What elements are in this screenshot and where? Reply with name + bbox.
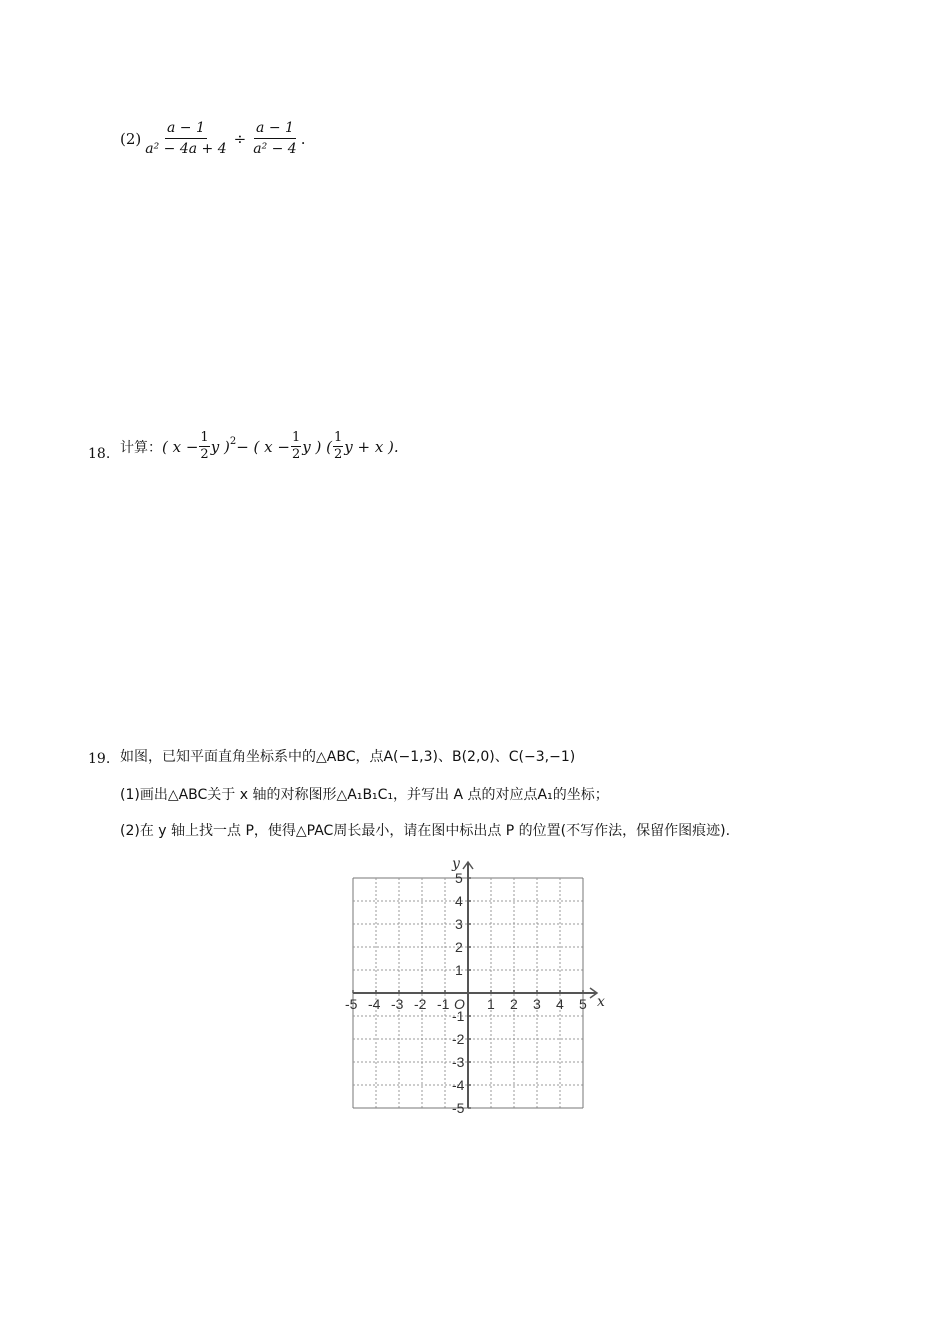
q17-frac2-denominator: a² − 4 [253,141,297,157]
q17-fraction-2 [251,118,299,159]
y-tick-label: 3 [455,916,463,932]
q17-frac2-numerator: a − 1 [254,118,296,139]
half-num: 1 [333,430,343,445]
q18-lead: 计算： [120,439,162,456]
q17-fraction-1 [143,118,228,159]
q19-stem: 如图，已知平面直角坐标系中的△ABC，点A(−1,3)、B(2,0)、C(−3,−1) [120,749,576,765]
q18-part1: ( x − [162,437,199,456]
x-tick-label: 5 [579,996,587,1012]
coordinate-grid [340,848,612,1118]
half-den: 2 [291,447,301,462]
y-tick-label: 2 [455,939,463,955]
q18-y2: y ) ( [302,437,332,456]
q18-half-2 [291,430,301,463]
x-tick-label: -4 [368,996,381,1012]
q17-divide-sign: ÷ [233,129,247,148]
half-den: 2 [200,447,209,462]
q17-frac1-denominator: a² − 4a + 4 [145,141,227,157]
q17-part2 [120,118,306,159]
q19-part1: (1)画出△ABC关于 x 轴的对称图形△A₁B₁C₁，并写出 A 点的对应点A₁的坐标； [120,787,609,803]
q19-number: 19. [88,751,111,767]
origin-label: O [454,996,465,1012]
q18-half-1 [199,430,209,463]
y-tick-label: -5 [452,1100,465,1116]
x-tick-label: -3 [391,996,404,1012]
y-tick-label: 4 [455,893,463,909]
half-den: 2 [333,447,343,462]
q19-part2: (2)在 y 轴上找一点 P，使得△PAC周长最小，请在图中标出点 P 的位置(不写作法，保留作图痕迹). [120,823,731,839]
q18-part2: − ( x − [236,437,290,456]
y-tick-label: -3 [452,1054,465,1070]
x-tick-label: 4 [556,996,564,1012]
x-tick-label: -2 [414,996,427,1012]
q18-y3: y + x ). [344,437,399,456]
q18-expression [120,430,399,463]
y-tick-label: -1 [452,1008,465,1024]
q18-square: 2 [229,436,237,447]
y-tick-label: 1 [455,962,463,978]
y-tick-label: -4 [452,1077,465,1093]
y-tick-label: -2 [452,1031,465,1047]
half-num: 1 [291,430,301,445]
q17-end-period: . [300,129,306,148]
y-axis-label: y [452,856,460,872]
q17-frac1-numerator: a − 1 [165,118,207,139]
x-tick-label: 2 [510,996,518,1012]
q18-y1: y ) [210,437,230,456]
x-tick-label: 3 [533,996,541,1012]
x-tick-label: 1 [487,996,495,1012]
half-num: 1 [200,430,209,445]
coordinate-grid-svg [340,848,612,1118]
x-axis-label: x [597,994,605,1010]
q18-number: 18. [88,446,111,462]
x-tick-label: -5 [345,996,358,1012]
y-tick-label: 5 [455,870,463,886]
q18-half-3 [333,430,343,463]
x-tick-label: -1 [437,996,450,1012]
q17-part-label: (2) [120,129,142,148]
